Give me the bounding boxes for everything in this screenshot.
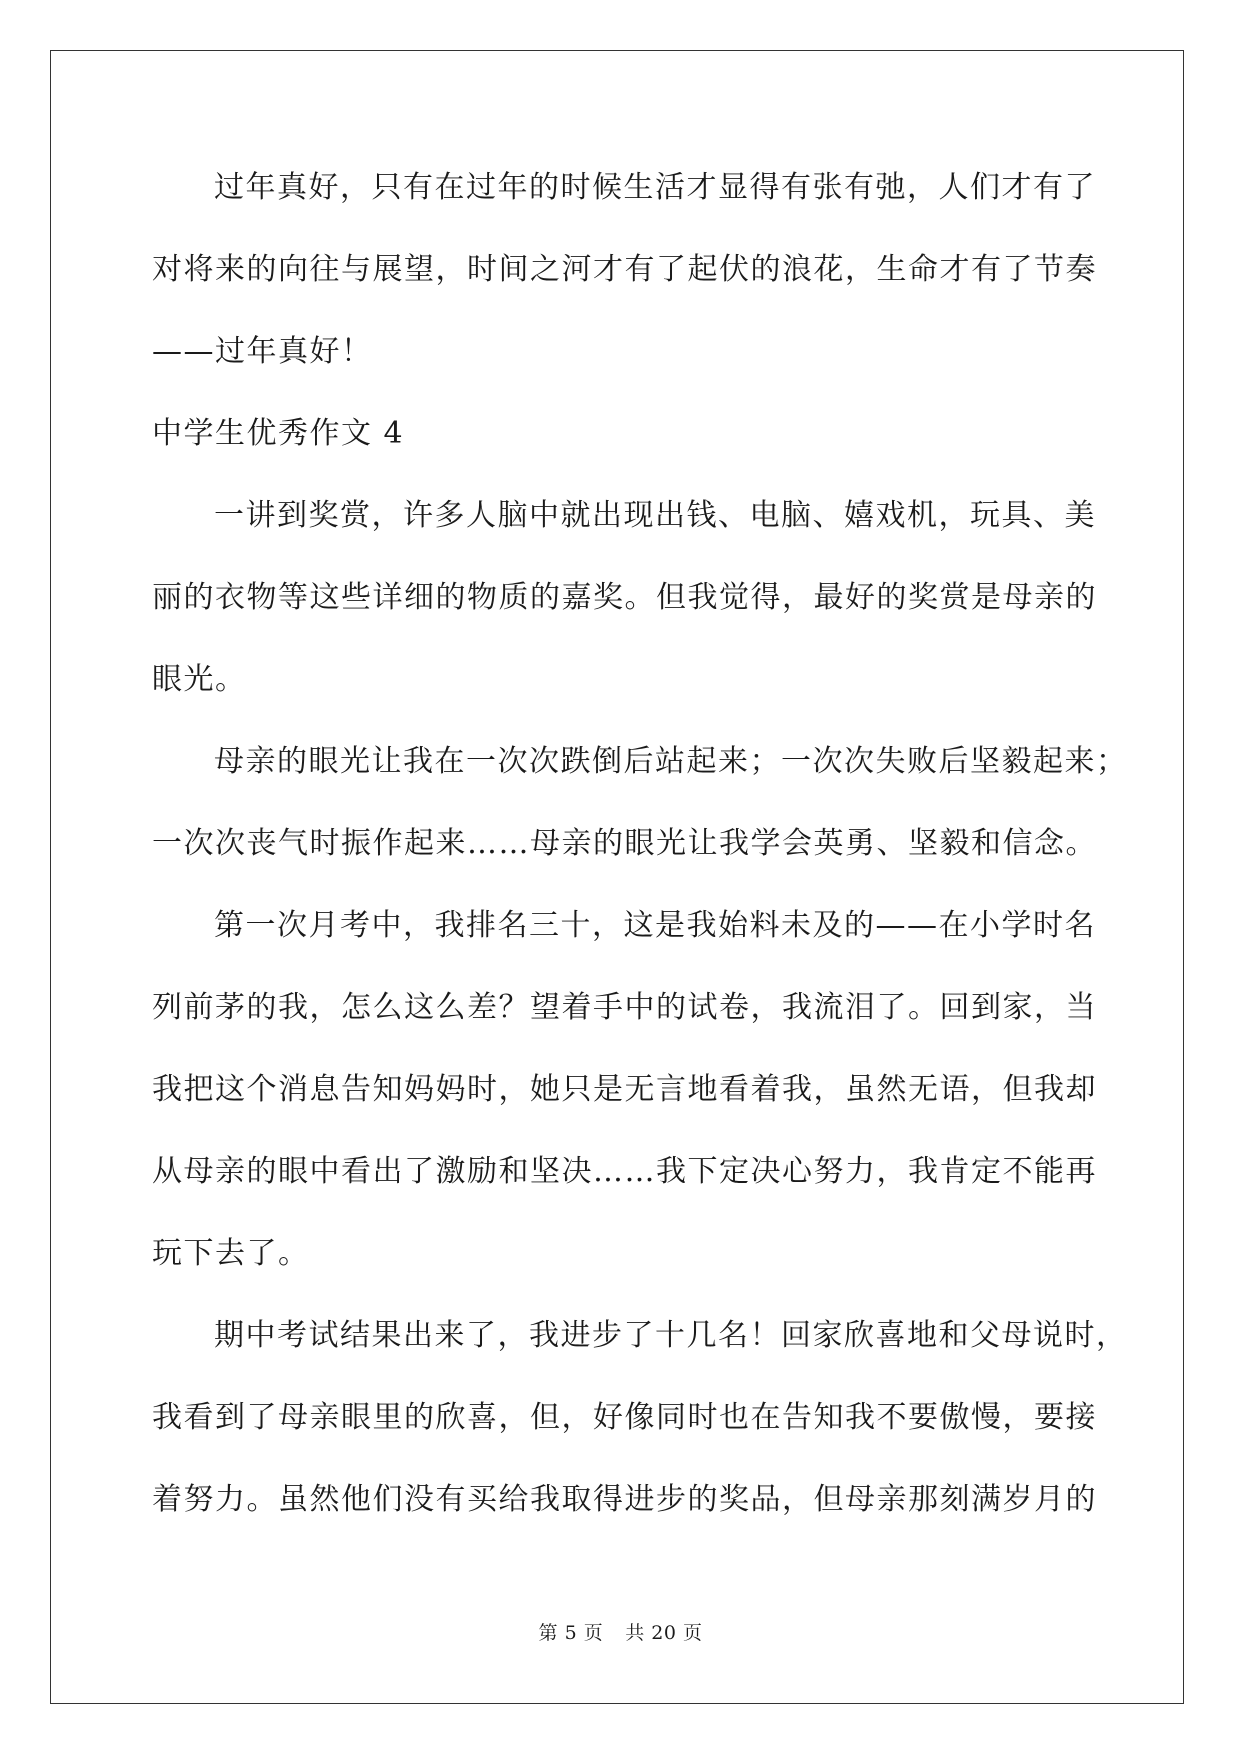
text-line: 期中考试结果出来了，我进步了十几名！回家欣喜地和父母说时， — [214, 1318, 1128, 1353]
text-line: 丽的衣物等这些详细的物质的嘉奖。但我觉得，最好的奖赏是母亲的 — [152, 580, 1097, 615]
section-heading: 中学生优秀作文 4 — [152, 416, 405, 451]
text-line: 一次次丧气时振作起来……母亲的眼光让我学会英勇、坚毅和信念。 — [152, 826, 1097, 861]
text-line: 第一次月考中，我排名三十，这是我始料未及的——在小学时名 — [214, 908, 1096, 943]
text-line: 列前茅的我，怎么这么差？望着手中的试卷，我流泪了。回到家，当 — [152, 990, 1097, 1025]
text-line: 过年真好，只有在过年的时候生活才显得有张有弛，人们才有了 — [214, 170, 1096, 205]
text-line: 我看到了母亲眼里的欣喜，但，好像同时也在告知我不要傲慢，要接 — [152, 1400, 1097, 1435]
page-total: 共 20 页 — [625, 1622, 703, 1644]
text-line: 对将来的向往与展望，时间之河才有了起伏的浪花，生命才有了节奏 — [152, 252, 1097, 287]
text-line: 从母亲的眼中看出了激励和坚决……我下定决心努力，我肯定不能再 — [152, 1154, 1097, 1189]
page-number: 第 5 页 — [538, 1622, 604, 1644]
text-line: 我把这个消息告知妈妈时，她只是无言地看着我，虽然无语，但我却 — [152, 1072, 1097, 1107]
text-line: 眼光。 — [152, 662, 247, 697]
text-line: 母亲的眼光让我在一次次跌倒后站起来；一次次失败后坚毅起来； — [214, 744, 1128, 779]
page-footer — [0, 1618, 1241, 1645]
text-line: 玩下去了。 — [152, 1236, 310, 1271]
text-line: 着努力。虽然他们没有买给我取得进步的奖品，但母亲那刻满岁月的 — [152, 1482, 1097, 1517]
text-line: ——过年真好！ — [152, 334, 373, 369]
document-body — [152, 156, 1128, 1550]
text-line: 一讲到奖赏，许多人脑中就出现出钱、电脑、嬉戏机，玩具、美 — [214, 498, 1096, 533]
